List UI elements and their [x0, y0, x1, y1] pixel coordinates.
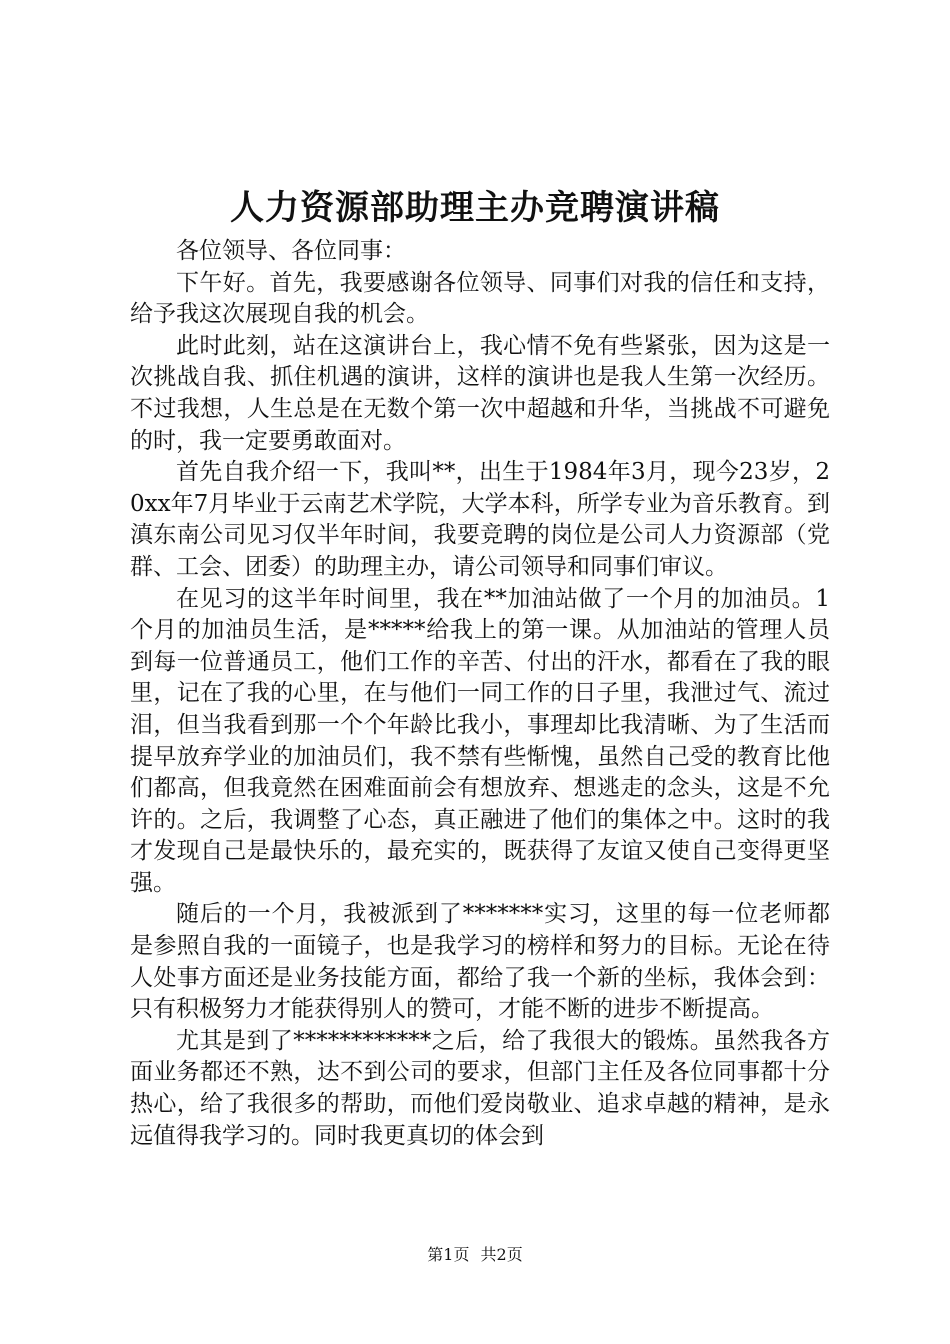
document-body — [130, 236, 830, 1152]
body-paragraph: 首先自我介绍一下，我叫**，出生于1984年3月，现今23岁，20xx年7月毕业于云南艺术学院，大学本科，所学专业为音乐教育。到滇东南公司见习仅半年时间，我要竞聘的岗位是公司人力资源部（党群、工会、团委）的助理主办，请公司领导和同事们审议。 — [130, 459, 830, 580]
body-paragraph: 在见习的这半年时间里，我在**加油站做了一个月的加油员。1个月的加油员生活，是*****给我上的第一课。从加油站的管理人员到每一位普通员工，他们工作的辛苦、付出的汗水，都看在了我的眼里，记在了我的心里，在与他们一同工作的日子里，我泄过气、流过泪，但当我看到那一个个年龄比我小，事理却比我清晰、为了生活而提早放弃学业的加油员们，我不禁有些惭愧，虽然自己受的教育比他们都高，但我竟然在困难面前会有想放弃、想逃走的念头，这是不允许的。之后，我调整了心态，真正融进了他们的集体之中。这时的我才发现自己是最快乐的，最充实的，既获得了友谊又使自己变得更坚强。 — [130, 585, 830, 896]
body-paragraph: 随后的一个月，我被派到了*******实习，这里的每一位老师都是参照自我的一面镜子，也是我学习的榜样和努力的目标。无论在待人处事方面还是业务技能方面，都给了我一个新的坐标，我体会到：只有积极努力才能获得别人的赞可，才能不断的进步不断提高。 — [130, 901, 830, 1023]
page-number: 第1页 — [427, 1245, 470, 1264]
body-paragraph: 尤其是到了************之后，给了我很大的锻炼。虽然我各方面业务都还不熟，达不到公司的要求，但部门主任及各位同事都十分热心，给了我很多的帮助，而他们爱岗敬业、追求卓越的精神，是永远值得我学习的。同时我更真切的体会到 — [130, 1027, 830, 1149]
salutation-paragraph: 各位领导、各位同事： — [176, 238, 406, 264]
document-title: 人力资源部助理主办竞聘演讲稿 — [230, 188, 720, 228]
page-footer — [0, 1244, 950, 1266]
body-paragraph: 下午好。首先，我要感谢各位领导、同事们对我的信任和支持，给予我这次展现自我的机会。 — [130, 269, 830, 328]
page-total: 共2页 — [480, 1245, 523, 1264]
body-paragraph: 此时此刻，站在这演讲台上，我心情不免有些紧张，因为这是一次挑战自我、抓住机遇的演讲，这样的演讲也是我人生第一次经历。不过我想，人生总是在无数个第一次中超越和升华，当挑战不可避免的时，我一定要勇敢面对。 — [130, 332, 830, 454]
